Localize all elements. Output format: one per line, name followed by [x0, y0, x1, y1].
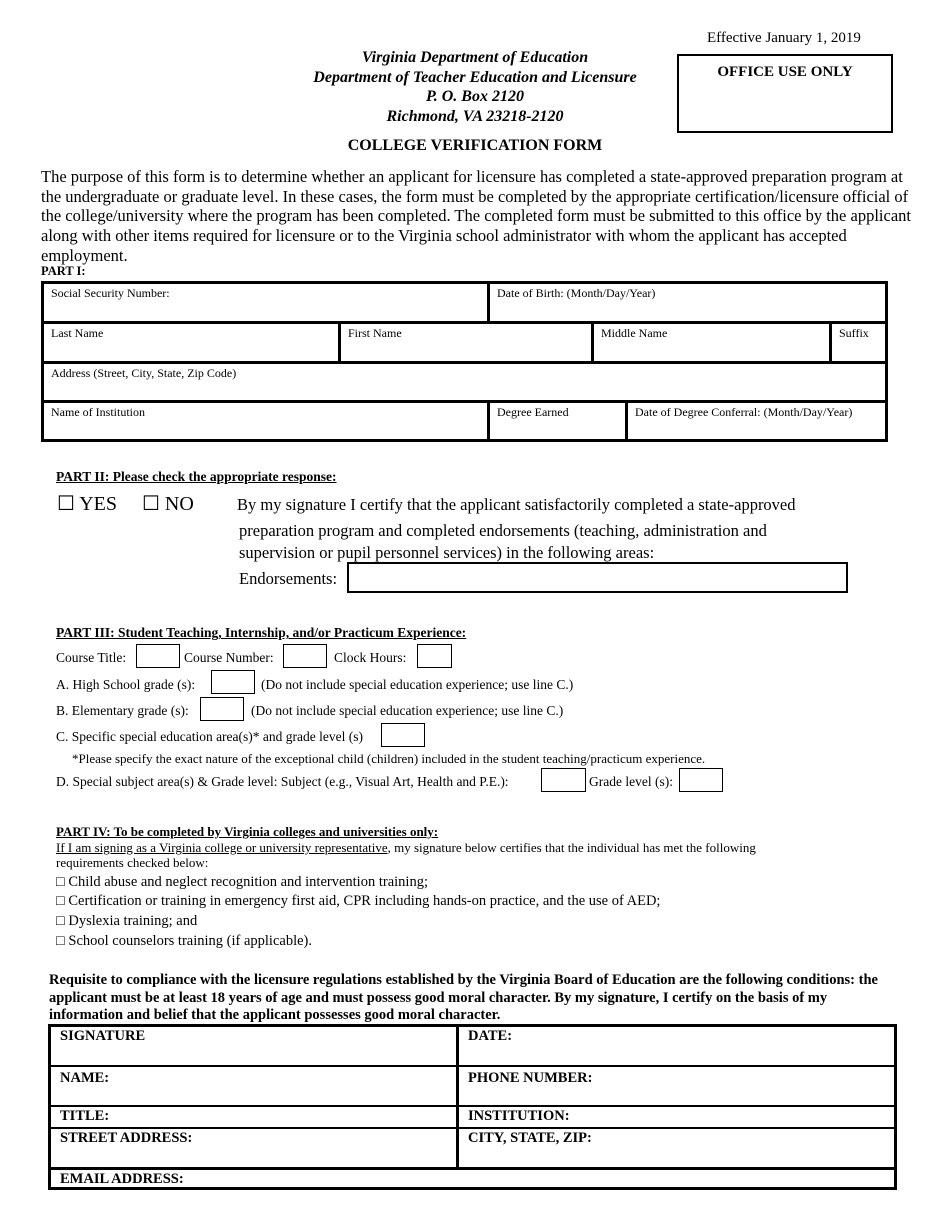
middle-name-label: Middle Name: [601, 326, 668, 340]
date-label: DATE:: [468, 1028, 513, 1044]
street-address-field[interactable]: [51, 1127, 456, 1167]
institution-label: Name of Institution: [51, 405, 145, 419]
title-field[interactable]: [51, 1105, 456, 1127]
header-line-1: Virginia Department of Education: [361, 49, 589, 66]
header-line-3: P. O. Box 2120: [426, 88, 524, 105]
endorsements-label: Endorsements:: [239, 569, 338, 588]
endorsements-field[interactable]: [347, 562, 848, 593]
degree-label: Degree Earned: [497, 405, 569, 419]
special-subject-label: D. Special subject area(s) & Grade level: Subject (e.g., Visual Art, Health and P.E.):: [56, 774, 509, 789]
part4-intro-underlined: If I am signing as a Virginia college or university representative: [56, 840, 388, 855]
special-ed-note: *Please specify the exact nature of the exceptional child (children) included in the student teaching/practicum experience.: [72, 751, 706, 766]
purpose-paragraph: The purpose of this form is to determine whether an applicant for licensure has completed a state-approved preparation program at the undergraduate or graduate level. In these cases, the form must be completed by the appropriate certification/licensure official of the college/university where the program has been completed. The completed form must be submitted to this office by the applicant along with other items required for licensure or to the Virginia school administrator with whom the applicant has accepted employment.: [41, 167, 911, 265]
grade-level-field[interactable]: [679, 768, 723, 792]
requirement-child-abuse[interactable]: □ Child abuse and neglect recognition and intervention training;: [56, 874, 428, 890]
high-school-label: A. High School grade (s):: [56, 677, 196, 692]
part3-title: PART III: Student Teaching, Internship, and/or Practicum Experience:: [56, 625, 467, 640]
part1-grid: [41, 281, 888, 442]
street-address-label: STREET ADDRESS:: [60, 1130, 193, 1146]
conferral-label: Date of Degree Conferral: (Month/Day/Year): [635, 405, 853, 419]
suffix-field[interactable]: [829, 321, 885, 361]
date-field[interactable]: [456, 1027, 894, 1065]
signature-grid: [48, 1024, 897, 1190]
suffix-label: Suffix: [839, 326, 869, 340]
email-label: EMAIL ADDRESS:: [60, 1171, 184, 1187]
signature-label: SIGNATURE: [60, 1028, 146, 1044]
agency-header: [250, 48, 700, 126]
institution-signer-field[interactable]: [456, 1105, 894, 1127]
name-field[interactable]: [51, 1065, 456, 1105]
last-name-field[interactable]: [44, 321, 338, 361]
special-subject-field[interactable]: [541, 768, 586, 792]
elementary-grade-field[interactable]: [200, 697, 244, 721]
effective-date: Effective January 1, 2019: [707, 30, 861, 46]
no-checkbox[interactable]: ☐ NO: [142, 493, 194, 515]
cert-line-2: preparation program and completed endorsements (teaching, administration and: [239, 521, 767, 540]
course-number-field[interactable]: [283, 644, 327, 668]
course-title-field[interactable]: [136, 644, 180, 668]
first-name-label: First Name: [348, 326, 402, 340]
special-ed-field[interactable]: [381, 723, 425, 747]
grade-level-label: Grade level (s):: [589, 774, 673, 789]
requirement-school-counselors[interactable]: □ School counselors training (if applicable).: [56, 933, 312, 949]
office-use-box: [677, 54, 893, 133]
address-label: Address (Street, City, State, Zip Code): [51, 366, 237, 380]
ssn-field[interactable]: [44, 284, 487, 321]
cert-line-1: By my signature I certify that the applicant satisfactorily completed a state-approved: [237, 495, 796, 514]
degree-field[interactable]: [487, 400, 625, 439]
address-field[interactable]: [44, 361, 885, 400]
header-line-2: Department of Teacher Education and Licensure: [313, 68, 637, 86]
institution-signer-label: INSTITUTION:: [468, 1108, 570, 1124]
dob-label: Date of Birth: (Month/Day/Year): [497, 286, 656, 300]
signature-field[interactable]: [51, 1027, 456, 1065]
city-state-zip-label: CITY, STATE, ZIP:: [468, 1130, 592, 1146]
clock-hours-field[interactable]: [417, 644, 452, 668]
part2-title: PART II: Please check the appropriate response:: [56, 469, 337, 484]
special-ed-label: C. Specific special education area(s)* and grade level (s): [56, 729, 363, 744]
cert-line-3: supervision or pupil personnel services) in the following areas:: [239, 543, 655, 562]
clock-hours-label: Clock Hours:: [334, 650, 407, 665]
office-use-label: OFFICE USE ONLY: [717, 64, 853, 80]
last-name-label: Last Name: [51, 326, 104, 340]
name-label: NAME:: [60, 1070, 110, 1086]
elementary-note: (Do not include special education experience; use line C.): [251, 703, 564, 718]
header-line-4: Richmond, VA 23218-2120: [386, 107, 564, 125]
city-state-zip-field[interactable]: [456, 1127, 894, 1167]
ssn-label: Social Security Number:: [51, 286, 170, 300]
middle-name-field[interactable]: [591, 321, 829, 361]
course-number-label: Course Number:: [184, 650, 274, 665]
institution-field[interactable]: [44, 400, 487, 439]
part4-title: PART IV: To be completed by Virginia colleges and universities only:: [56, 824, 439, 839]
requirement-first-aid[interactable]: □ Certification or training in emergency first aid, CPR including hands-on practice, and the use of AED;: [56, 893, 661, 909]
first-name-field[interactable]: [338, 321, 591, 361]
high-school-grade-field[interactable]: [211, 670, 255, 694]
email-field[interactable]: [51, 1167, 894, 1187]
phone-field[interactable]: [456, 1065, 894, 1105]
phone-label: PHONE NUMBER:: [468, 1070, 593, 1086]
requisite-paragraph: Requisite to compliance with the licensure regulations established by the Virginia Board of Education are the following conditions: the applicant must be at least 18 years of age and must possess good moral character. By my signature, I certify on the basis of my information and belief that the applicant possesses good moral character.: [49, 972, 878, 1024]
title-label: TITLE:: [60, 1108, 110, 1124]
form-title: COLLEGE VERIFICATION FORM: [347, 137, 603, 154]
yes-checkbox[interactable]: ☐ YES: [57, 493, 117, 515]
conferral-date-field[interactable]: [625, 400, 885, 439]
part4-intro-rest: , my signature below certifies that the individual has met the following: [387, 840, 756, 855]
part4-intro-line2: requirements checked below:: [56, 855, 209, 870]
course-title-label: Course Title:: [56, 650, 127, 665]
requirement-dyslexia[interactable]: □ Dyslexia training; and: [56, 913, 198, 929]
dob-field[interactable]: [487, 284, 885, 321]
high-school-note: (Do not include special education experience; use line C.): [261, 677, 574, 692]
part1-label: PART I:: [41, 264, 86, 278]
elementary-label: B. Elementary grade (s):: [56, 703, 189, 718]
part4-intro: [56, 840, 756, 856]
